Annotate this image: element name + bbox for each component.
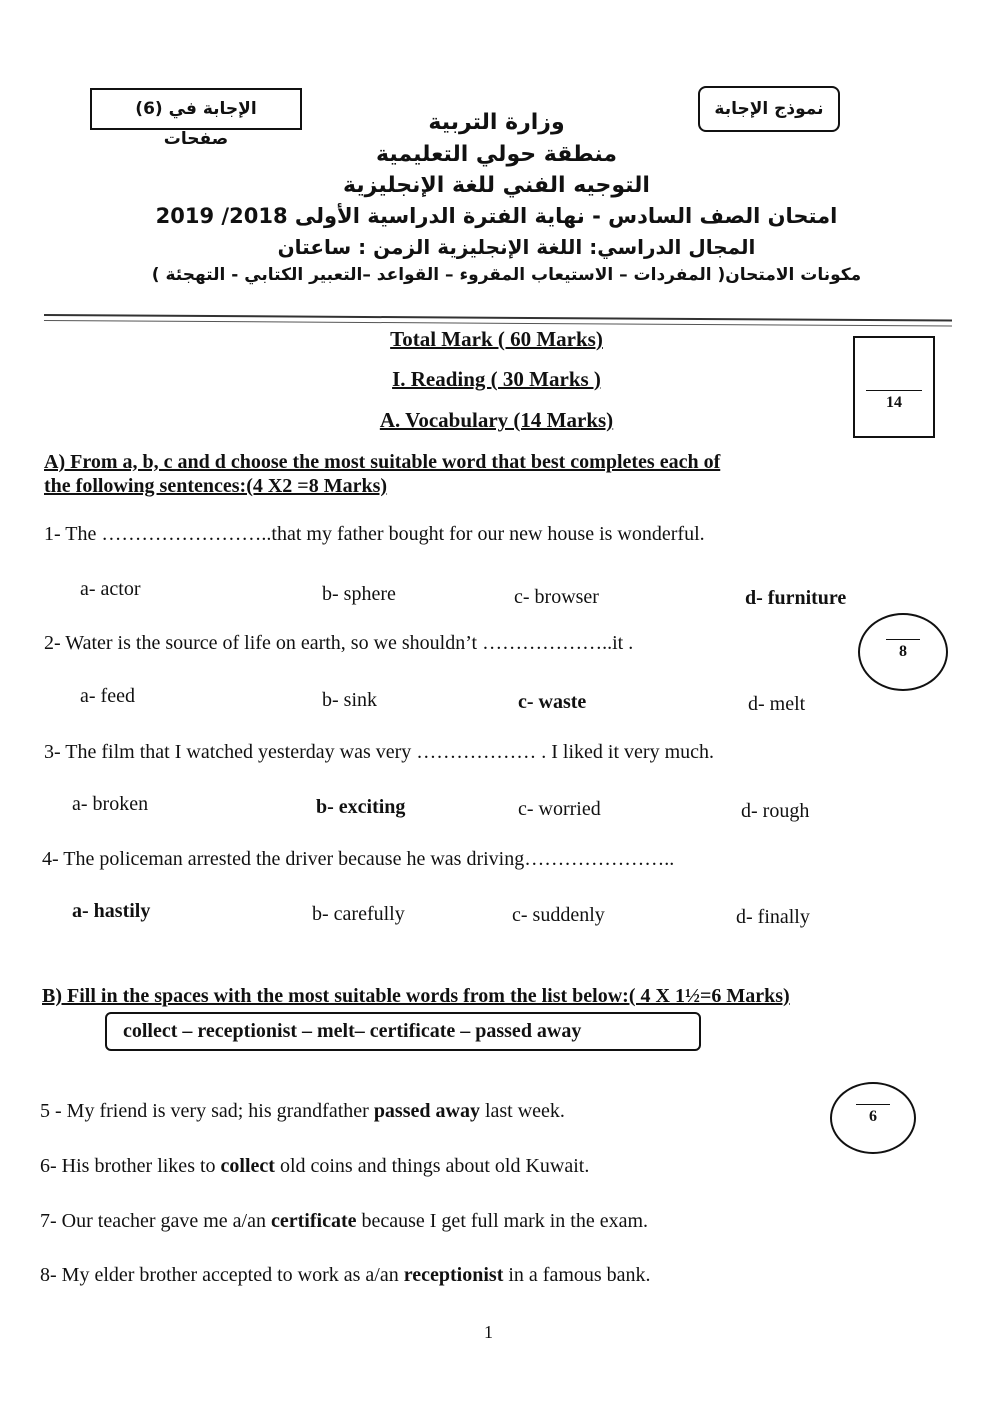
section-b-score-total: 6: [869, 1108, 877, 1125]
q2-option-b[interactable]: b- sink: [322, 689, 377, 711]
sentence-5-after: last week.: [479, 1100, 565, 1122]
q3-option-a[interactable]: a- broken: [72, 793, 149, 815]
vocabulary-text: A. Vocabulary (14 Marks): [379, 408, 614, 432]
header-divider: [44, 314, 952, 327]
question-2: 2- Water is the source of life on earth, so we shouldn’t ………………..it .: [44, 632, 634, 654]
total-mark-title: [0, 327, 993, 352]
sentence-7-after: because I get full mark in the exam.: [356, 1210, 649, 1232]
q2-option-c-correct[interactable]: c- waste: [518, 691, 587, 713]
subject-time: المجال الدراسي: اللغة الإنجليزية الزمن : ساعتان: [277, 235, 756, 259]
section-a-score-circle: [858, 613, 948, 691]
q1-option-c[interactable]: c- browser: [514, 586, 599, 608]
exam-components: مكونات الامتحان( المفردات – الاستيعاب المقروء – القواعد –التعبير الكتابي - التهجئة ): [151, 265, 862, 285]
q1-option-a[interactable]: a- actor: [80, 578, 141, 600]
q3-option-d[interactable]: d- rough: [741, 800, 810, 822]
answer-model-label: نموذج الإجابة: [714, 99, 824, 119]
page-number: 1: [484, 1322, 493, 1342]
district-title: منطقة حولي التعليمية: [376, 142, 617, 167]
sentence-5-answer: passed away: [373, 1100, 480, 1122]
q3-option-b-correct[interactable]: b- exciting: [316, 796, 406, 818]
vocabulary-score-total: 14: [886, 394, 902, 411]
pages-count-label: الإجابة في (6) صفحات: [135, 99, 257, 149]
question-1: 1- The ……………………..that my father bought for our new house is wonderful.: [44, 523, 705, 545]
supervision-title: التوجيه الفني للغة الإنجليزية: [343, 173, 650, 198]
section-a-score-fraction: [886, 639, 920, 661]
section-b-score-fraction: [856, 1104, 890, 1126]
sentence-8-answer: receptionist: [403, 1264, 504, 1286]
vocabulary-score-fraction: [866, 390, 922, 412]
vocabulary-title: [0, 408, 993, 433]
word-list-box: [105, 1012, 701, 1051]
section-a-instruction-line1: A) From a, b, c and d choose the most suitable word that best completes each of: [44, 451, 721, 473]
reading-text: I. Reading ( 30 Marks ): [392, 367, 601, 391]
sentence-5: [40, 1100, 565, 1123]
question-4: 4- The policeman arrested the driver because he was driving…………………..: [42, 848, 675, 870]
q4-option-c[interactable]: c- suddenly: [512, 904, 605, 926]
sentence-5-before: 5 - My friend is very sad; his grandfather: [40, 1100, 374, 1122]
exam-title: امتحان الصف السادس - نهاية الفترة الدراسية الأولى 2018/ 2019: [155, 204, 838, 228]
word-list: collect – receptionist – melt– certificate – passed away: [123, 1020, 582, 1042]
sentence-7: [40, 1210, 648, 1233]
reading-title: [0, 367, 993, 392]
q1-option-d-correct[interactable]: d- furniture: [745, 587, 847, 609]
section-a-instruction-line2: the following sentences:(4 X2 =8 Marks): [44, 475, 388, 497]
q2-option-d[interactable]: d- melt: [748, 693, 806, 715]
ministry-title: وزارة التربية: [428, 110, 565, 135]
sentence-8-before: 8- My elder brother accepted to work as a/an: [40, 1264, 404, 1286]
sentence-7-before: 7- Our teacher gave me a/an: [40, 1210, 271, 1232]
sentence-6: [40, 1155, 589, 1178]
q1-option-b[interactable]: b- sphere: [322, 583, 396, 605]
q4-option-b[interactable]: b- carefully: [312, 903, 405, 925]
q4-option-a-correct[interactable]: a- hastily: [72, 900, 151, 922]
section-a-score-total: 8: [899, 643, 907, 660]
sentence-8-after: in a famous bank.: [503, 1264, 651, 1286]
sentence-8: [40, 1264, 651, 1287]
sentence-6-answer: collect: [220, 1155, 275, 1177]
question-3: 3- The film that I watched yesterday was very ……………… . I liked it very much.: [44, 741, 715, 763]
vocabulary-score-box: [853, 336, 935, 438]
sentence-6-before: 6- His brother likes to: [40, 1155, 221, 1177]
sentence-6-after: old coins and things about old Kuwait.: [274, 1155, 590, 1177]
q3-option-c[interactable]: c- worried: [518, 798, 601, 820]
q2-option-a[interactable]: a- feed: [80, 685, 135, 707]
section-b-score-circle: [830, 1082, 916, 1154]
sentence-7-answer: certificate: [271, 1210, 357, 1232]
total-mark-text: Total Mark ( 60 Marks): [390, 327, 603, 351]
section-b-instruction: B) Fill in the spaces with the most suitable words from the list below:( 4 X 1½=6 Marks): [42, 985, 790, 1007]
q4-option-d[interactable]: d- finally: [736, 906, 810, 928]
